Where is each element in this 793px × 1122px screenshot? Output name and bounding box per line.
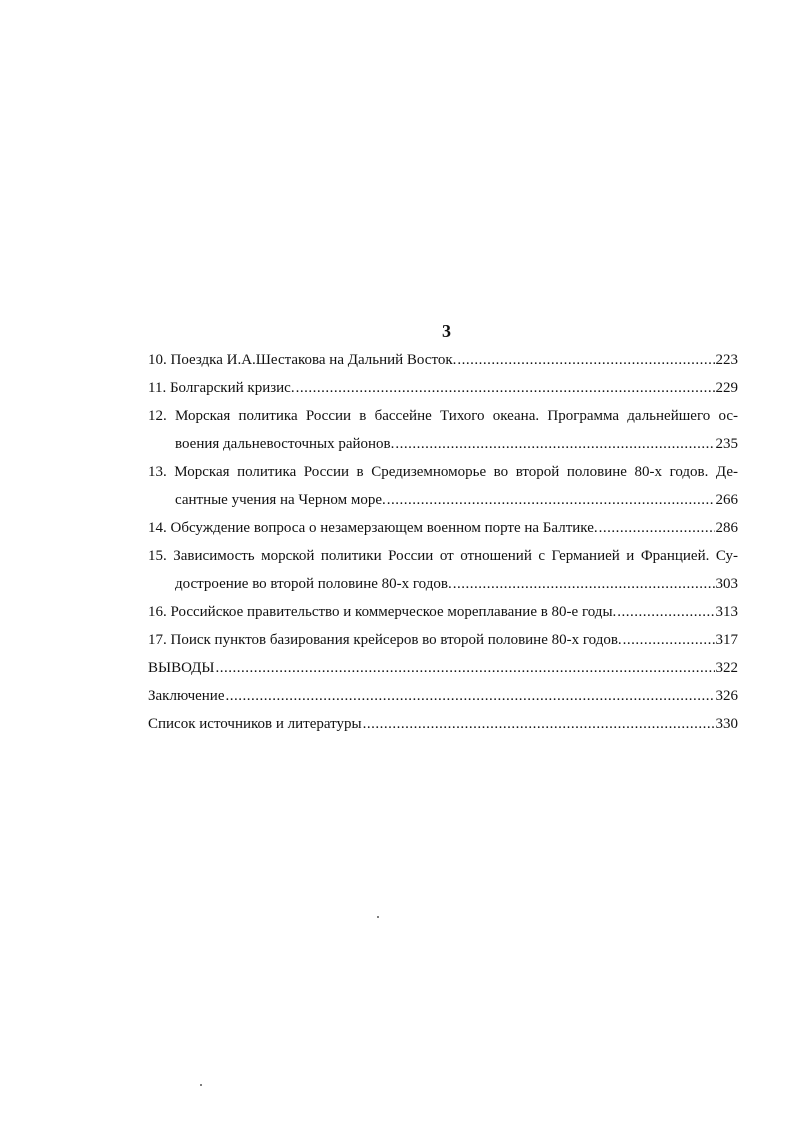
toc-entry-page: 266 (715, 492, 738, 508)
dot-leader (226, 682, 715, 710)
toc-entry-title-continued: воения дальневосточных районов. (175, 436, 395, 452)
toc-entry-page: 235 (715, 436, 738, 452)
toc-entry-title: 13. Морская политика России в Средиземноморье во второй половине 80-х годов. Де- (148, 464, 738, 480)
dot-leader (395, 430, 714, 458)
toc-entry (148, 682, 738, 710)
toc-entry-title: Заключение (148, 688, 225, 704)
toc-entry-page: 229 (715, 380, 738, 396)
dot-leader (216, 654, 715, 682)
toc-entry-title: 16. Российское правительство и коммерческое мореплавание в 80-е годы. (148, 604, 617, 620)
toc-entry-title: 15. Зависимость морской политики России от отношений с Германией и Францией. Су- (148, 548, 738, 564)
toc-entry (148, 710, 738, 738)
toc-entry-page: 303 (715, 576, 738, 592)
toc-entry-title: 17. Поиск пунктов базирования крейсеров во второй половине 80-х годов. (148, 632, 622, 648)
toc-entry-page: 286 (715, 520, 738, 536)
toc-entry-title: 14. Обсуждение вопроса о незамерзающем военном порте на Балтике. (148, 520, 598, 536)
toc-entry-page: 223 (715, 352, 738, 368)
page-number: 3 (442, 321, 451, 341)
dot-leader (296, 374, 715, 402)
dot-leader (599, 514, 715, 542)
toc-entry (148, 346, 738, 374)
toc-entry-page: 322 (715, 660, 738, 676)
toc-entry-title: 10. Поездка И.А.Шестакова на Дальний Восток. (148, 352, 457, 368)
toc-entry-title: 11. Болгарский кризис. (148, 380, 295, 396)
toc-entry (148, 374, 738, 402)
toc-entry-title: ВЫВОДЫ (148, 660, 215, 676)
table-of-contents (148, 346, 738, 738)
toc-entry-title-continued: сантные учения на Черном море. (175, 492, 386, 508)
toc-entry (148, 626, 738, 654)
toc-entry-title-continued: достроение во второй половине 80-х годов. (175, 576, 452, 592)
toc-entry (148, 458, 738, 514)
dot-leader (623, 626, 715, 654)
toc-entry (148, 402, 738, 458)
toc-entry (148, 654, 738, 682)
toc-entry (148, 514, 738, 542)
toc-entry-title: 12. Морская политика России в бассейне Тихого океана. Программа дальнейшего ос- (148, 408, 738, 424)
toc-entry-page: 317 (715, 632, 738, 648)
dot-leader (363, 710, 715, 738)
scan-speck (377, 916, 379, 918)
toc-entry-page: 313 (715, 604, 738, 620)
toc-entry (148, 598, 738, 626)
dot-leader (457, 346, 714, 374)
toc-entry-page: 330 (715, 716, 738, 732)
toc-entry (148, 542, 738, 598)
dot-leader (617, 598, 714, 626)
toc-entry-title: Список источников и литературы (148, 716, 362, 732)
dot-leader (387, 486, 715, 514)
toc-entry-page: 326 (715, 688, 738, 704)
dot-leader (453, 570, 715, 598)
scan-speck (200, 1084, 202, 1086)
